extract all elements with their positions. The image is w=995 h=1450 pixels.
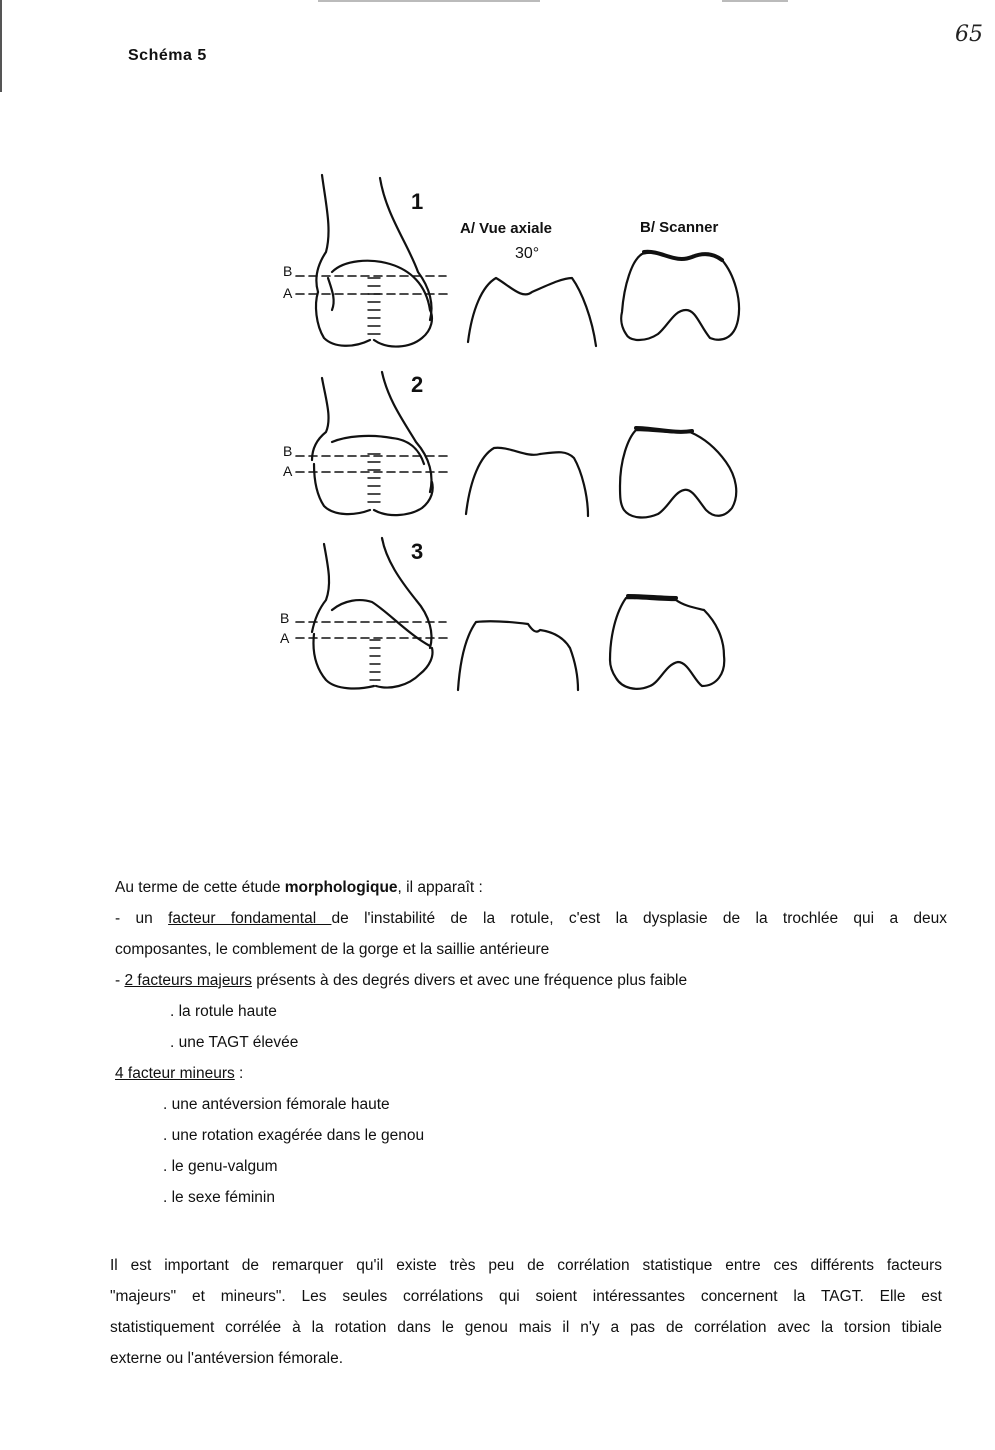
scanner-view-3-rim [628,596,676,598]
axial-view-2 [466,448,588,516]
major-factors-line: - 2 facteurs majeurs présents à des degrés divers et avec une fréquence plus faible [115,972,688,989]
findings-text [115,872,947,1213]
scanner-view-2 [620,430,736,517]
intro-line: Au terme de cette étude morphologique, il apparaît : [115,879,483,896]
knee-diagram [270,160,750,700]
major-factor-item: . la rotule haute [170,1003,277,1020]
fundamental-factor-line: - un facteur fondamental de l'instabilité de la rotule, c'est la dysplasie de la trochlée qui a deux [115,910,948,927]
femur-drawing-3 [296,538,448,688]
row-label-2: 2 [411,372,424,397]
paragraph-line: "majeurs" et mineurs". Les seules corrélations qui soient intéressantes concernent la TAGT. Elle est [110,1288,942,1305]
correlation-paragraph [110,1250,942,1374]
minor-factor-item: . le sexe féminin [163,1189,275,1206]
row-label-3: 3 [411,539,424,564]
scanner-view-1-rim [644,252,722,260]
col-b-label: B/ Scanner [640,219,719,236]
paragraph-line: externe ou l'antéversion fémorale. [110,1350,344,1367]
line-label-b: B [283,443,293,459]
figure-title: Schéma 5 [128,47,207,64]
axial-view-1 [468,278,596,346]
femur-drawing-1 [296,175,450,347]
col-a-sublabel: 30° [515,245,540,262]
minor-factor-item: . une rotation exagérée dans le genou [163,1127,425,1144]
minor-factor-item: . une antéversion fémorale haute [163,1096,390,1113]
axial-view-3 [458,621,578,690]
scanner-view-3 [610,598,724,689]
line-label-a: A [280,630,290,646]
fundamental-factor-continuation: composantes, le comblement de la gorge et la saillie antérieure [115,941,550,958]
col-a-label: A/ Vue axiale [460,220,552,237]
minor-factor-item: . le genu-valgum [163,1158,278,1175]
major-factor-item: . une TAGT élevée [170,1034,299,1051]
paragraph-line: Il est important de remarquer qu'il existe très peu de corrélation statistique entre ces différents facteurs [110,1257,942,1274]
line-label-a: A [283,285,293,301]
paragraph-line: statistiquement corrélée à la rotation dans le genou mais il n'y a pas de corrélation avec la torsion tibiale [110,1319,942,1336]
row-label-1: 1 [411,189,424,214]
page-number: 65 [955,22,983,47]
line-label-a: A [283,463,293,479]
scanner-view-1 [621,253,739,340]
scan-artifact [318,0,540,2]
line-label-b: B [283,263,293,279]
margin-line [0,0,2,92]
minor-factors-heading: 4 facteur mineurs : [115,1065,244,1082]
scan-artifact [722,0,788,2]
line-label-b: B [280,610,290,626]
femur-drawing-2 [296,372,452,515]
